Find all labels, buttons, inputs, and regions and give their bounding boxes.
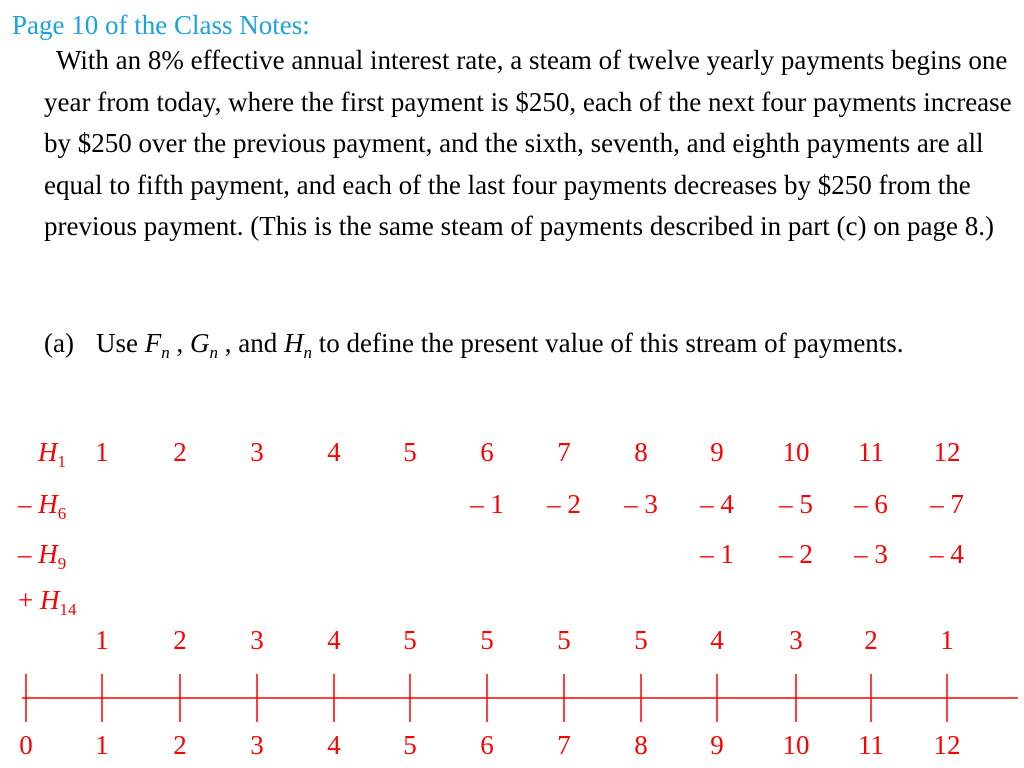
table-cell: 9 (710, 437, 724, 467)
table-cell: 12 (933, 437, 961, 467)
timeline-label: 3 (250, 730, 264, 760)
total-cell: 5 (557, 625, 571, 655)
total-cell: 5 (480, 625, 494, 655)
row-label-subscript: 6 (57, 504, 67, 523)
timeline-label: 1 (95, 730, 109, 760)
row-label-prefix: – (18, 539, 39, 569)
row-label-prefix: – (18, 489, 39, 519)
total-cell: 1 (95, 625, 109, 655)
row-label-2 (18, 488, 66, 530)
total-cell: 4 (327, 625, 341, 655)
table-cell: – 3 (624, 489, 658, 519)
h-subscript: n (303, 343, 312, 362)
table-cell: – 1 (470, 489, 504, 519)
row-label-symbol: H (38, 539, 58, 569)
total-cell: 1 (940, 625, 954, 655)
table-cell: – 3 (854, 539, 888, 569)
row-label-4 (18, 584, 76, 626)
row-label-symbol: H (39, 585, 60, 615)
timeline-label: 10 (782, 730, 810, 760)
f-symbol: F (144, 328, 162, 358)
total-cell: 2 (173, 625, 187, 655)
part-a-text-2: , (169, 328, 190, 358)
table-cell: 3 (250, 437, 264, 467)
timeline-label: 8 (634, 730, 648, 760)
total-cell: 4 (710, 625, 724, 655)
g-symbol: G (190, 328, 210, 358)
total-cell: 3 (250, 625, 264, 655)
g-subscript: n (209, 343, 218, 362)
table-cell: 4 (327, 437, 341, 467)
table-cell: 7 (557, 437, 571, 467)
page-title: Page 10 of the Class Notes: (12, 10, 310, 40)
row-label-3 (18, 538, 66, 580)
row-label-prefix: + (18, 585, 40, 615)
part-a-text-3: , and (218, 328, 284, 358)
row-label-subscript: 14 (59, 600, 77, 619)
table-cell: – 4 (700, 489, 734, 519)
part-a-text-4: to define the present value of this stream of payments. (311, 328, 904, 358)
timeline-label: 6 (480, 730, 494, 760)
table-cell: 8 (634, 437, 648, 467)
total-cell: 3 (789, 625, 803, 655)
timeline-label: 0 (19, 730, 33, 760)
row-label-subscript: 9 (57, 554, 67, 573)
row-label-symbol: H (38, 489, 58, 519)
h-symbol: H (283, 328, 304, 358)
table-cell: – 7 (930, 489, 964, 519)
timeline-label: 11 (858, 730, 884, 760)
timeline-label: 9 (710, 730, 724, 760)
table-cell: 10 (782, 437, 810, 467)
table-cell: 5 (403, 437, 417, 467)
f-subscript: n (161, 343, 170, 362)
timeline-label: 5 (403, 730, 417, 760)
row-label-symbol: H (38, 437, 58, 467)
total-cell: 2 (864, 625, 878, 655)
timeline-label: 2 (173, 730, 187, 760)
part-a-question (96, 323, 1021, 374)
timeline (0, 668, 1024, 768)
table-cell: – 4 (930, 539, 964, 569)
problem-statement: With an 8% effective annual interest rate, a steam of twelve yearly payments begins one year from today, where the first payment is $250, each of the next four payments increase by $250 over the previous payment, and the sixth, seventh, and eighth payments are all equal to fifth payment, and each of the last four payments decreases by $250 from the previous payment. (This is the same steam of payments described in part (c) on page 8.) (44, 45, 1012, 241)
timeline-label: 4 (327, 730, 341, 760)
timeline-label: 12 (933, 730, 961, 760)
table-cell: – 6 (854, 489, 888, 519)
part-a-label: (a) (44, 328, 74, 358)
total-cell: 5 (403, 625, 417, 655)
total-cell: 5 (634, 625, 648, 655)
part-a-text-1: Use (96, 328, 145, 358)
table-cell: 11 (858, 437, 884, 467)
table-cell: 1 (95, 437, 109, 467)
table-cell: – 1 (700, 539, 734, 569)
table-cell: 2 (173, 437, 187, 467)
row-label-subscript: 1 (57, 452, 66, 471)
timeline-label: 7 (557, 730, 571, 760)
table-cell: 6 (480, 437, 494, 467)
table-cell: – 2 (547, 489, 581, 519)
table-cell: – 2 (779, 539, 813, 569)
table-cell: – 5 (779, 489, 813, 519)
